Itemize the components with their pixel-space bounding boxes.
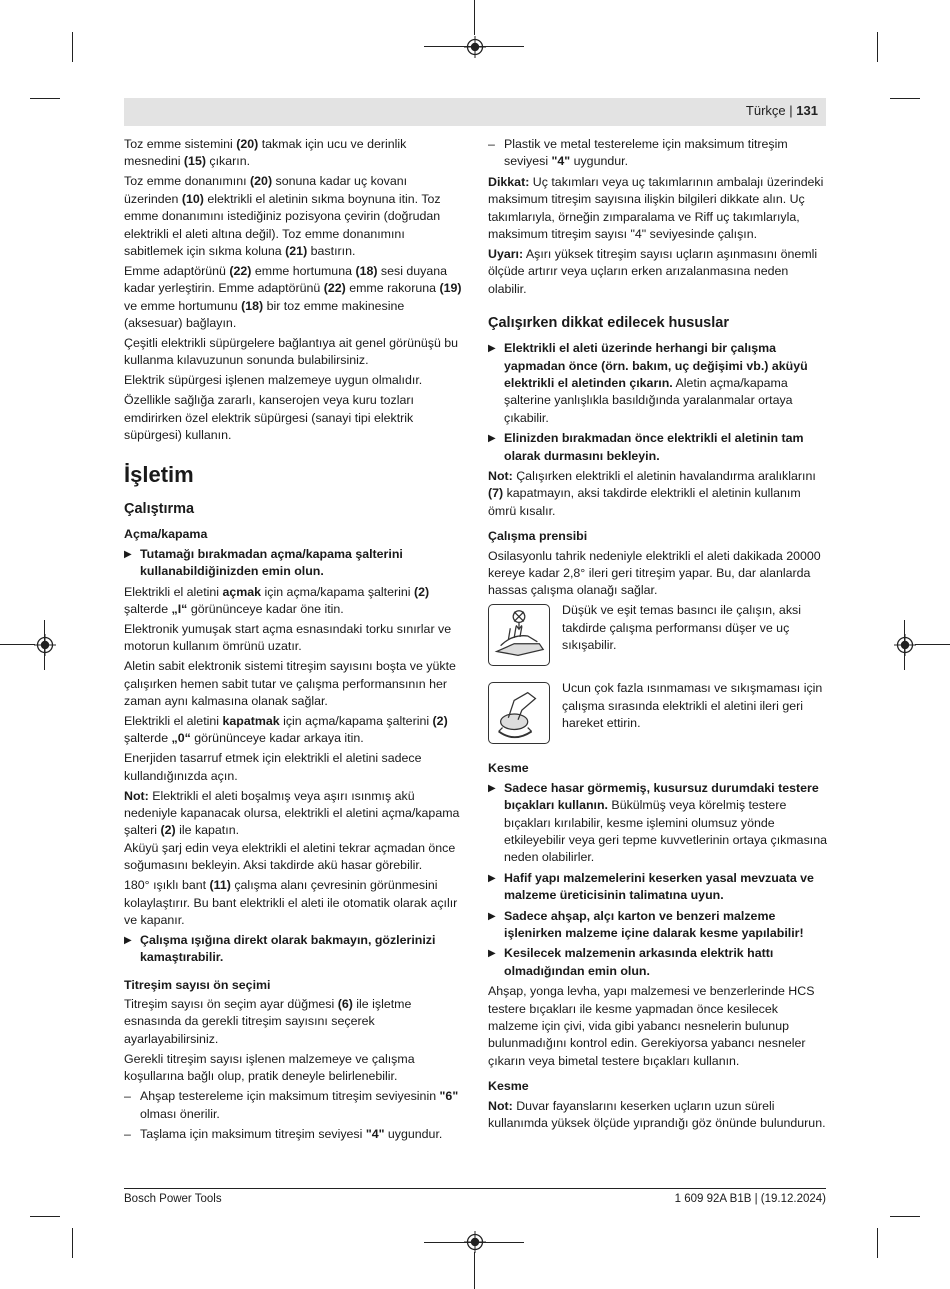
bold-text: Tutamağı bırakmadan açma/kapama şalterini kullanabildiğinizden emin olun. [140,546,403,579]
dash-text [140,1127,442,1141]
text: emme rakoruna [345,281,440,296]
bullet-text [504,431,804,462]
text: Ucun çok fazla ısınmaması ve sıkışmaması için çalışma sırasında elektrikli el aletini ileri geri hareket ettirin. [562,681,823,731]
bold-text: (18) [355,263,378,278]
crop-mark-icon [0,644,35,645]
bullet-icon: ▶ [488,343,496,355]
text: Aşırı yüksek titreşim sayısı uçların aşınmasını önemli ölçüde artırır veya uçların erken arızalanmasına neden olabilir. [488,246,818,296]
paragraph [124,621,462,656]
dash-text [140,1089,458,1120]
text: sonuna kadar uç kovanı üzerinden [124,174,408,206]
light-pressure-icon [488,604,550,666]
bold-text: "4" [365,1126,385,1141]
crop-mark-icon [72,32,73,62]
crop-mark-icon [890,98,920,99]
subheading: Açma/kapama [124,527,208,542]
paragraph [124,372,462,389]
safety-bullet [488,945,828,980]
text: uygundur. [384,1126,443,1141]
dash-item [124,1088,462,1123]
paragraph [124,263,462,333]
bold-text: (15) [183,154,206,169]
bold-text: Sadece hasar görmemiş, kusursuz durumdaki testere bıçakları kullanın. [504,780,819,813]
dash-icon: – [124,1089,131,1104]
text: bastırın. [307,243,356,258]
text: Taşlama için maksimum titreşim seviyesi [140,1126,366,1141]
paragraph [124,335,462,370]
subheading: Kesme [488,1079,529,1094]
paragraph [488,1098,828,1133]
text: Çalışırken elektrikli el aletinin havalandırma aralıklarını [512,469,816,483]
bold-text: Not: [488,1098,513,1113]
text: Titreşim sayısı ön seçim ayar düğmesi [124,997,338,1012]
crop-mark-icon [30,1216,60,1217]
bullet-icon: ▶ [488,910,496,922]
bold-text: (22) [323,281,346,296]
bullet-text [504,909,804,940]
text: Uç takımları veya uç takımlarının ambalajı üzerindeki maksimum titreşim sayısına ilişkin bilgileri dikkate alın. Uç takımlarıyla, örneğin zımparalama ve Riff uç takımlarıyla, maksimum titreşim sayısı "4" seviyesinde çalışın. [488,174,824,242]
bold-text: Not: [124,788,149,803]
bullet-icon: ▶ [488,782,496,794]
text: Aletin açma/kapama şalterine yanlışlıkla basıldığında yaralanmalar ortaya çıkabilir. [504,375,793,425]
bold-text: Kesilecek malzemenin arkasında elektrik hattı olmadığından emin olun. [504,946,774,978]
dash-item [488,136,828,171]
paragraph [124,877,462,929]
subheading: Kesme [488,761,529,776]
paragraph [124,173,462,260]
crop-mark-icon [915,644,950,645]
page-number: 131 [796,103,818,118]
bold-text: "4" [551,154,571,169]
safety-bullet [488,340,828,427]
text: Emme adaptörünü [124,263,230,278]
footer-doc-id: 1 609 92A B1B | (19.12.2024) [674,1193,826,1205]
text: ve emme hortumunu [124,298,242,313]
crop-mark-icon [877,1228,878,1258]
text: Enerjiden tasarruf etmek için elektrikli el aletini sadece kullandığınızda açın. [124,751,422,783]
bold-text: (19) [439,281,462,296]
move-back-and-forth-icon [488,682,550,744]
bold-text: (6) [337,997,353,1012]
bold-text: (2) [432,713,448,728]
subsection-heading: Çalışırken dikkat edilecek hususlar [488,315,729,332]
bold-text: Hafif yapı malzemelerini keserken yasal mevzuata ve malzeme üreticisinin talimatına uyun. [504,870,814,903]
bold-text: (18) [241,298,264,313]
bold-text: Uyarı: [488,246,524,261]
text: bir toz emme makinesine (aksesuar) bağlayın. [124,298,405,331]
text: ile kapatın. [175,823,240,838]
bold-text: Elektrikli el aleti üzerinde herhangi bir çalışma yapmadan önce (örn. bakım, uç değişimi vb.) aküyü elektrikli el aletinden çıkarın. [504,341,808,390]
bold-text: (2) [160,823,176,838]
text: şalterde [124,731,172,746]
paragraph [124,1051,462,1086]
registration-mark-icon [464,36,486,58]
bullet-text [140,933,435,964]
paragraph [488,983,828,1070]
header-page-label [746,103,818,118]
bullet-icon: ▶ [124,934,132,946]
header-separator: | [789,103,793,118]
text: Elektrik süpürgesi işlenen malzemeye uygun olmalıdır. [124,373,423,388]
bold-text: "6" [439,1089,459,1104]
text: olması önerilir. [140,1106,220,1121]
paragraph [488,468,828,520]
dash-icon: – [488,137,495,151]
bold-text: „I“ [171,602,188,617]
text: uygundur. [570,154,629,169]
paragraph [124,584,462,619]
text: için açma/kapama şalterini [279,713,433,728]
bold-text: (20) [236,137,259,151]
text: Ahşap, yonga levha, yapı malzemesi ve benzerlerinde HCS testere bıçakları ile kesme yapmadan önce kesilecek malzeme için çivi, vida gibi yabancı nesnelerin bulunup bulunmadığını kontrol edin. Gerekiyorsa yabancı nesneler çıkarın veya bimetal testere bıçakları kullanın. [488,984,815,1068]
crop-mark-icon [30,98,60,99]
paragraph [124,788,462,840]
registration-mark-icon [464,1231,486,1253]
registration-mark-icon [34,634,56,656]
text: görününceye kadar öne itin. [187,602,344,617]
bold-text: (21) [285,243,308,258]
paragraph [124,658,462,710]
crop-mark-icon [72,1228,73,1258]
figure-move-back-forth [488,680,828,750]
subheading: Çalışma prensibi [488,529,588,544]
safety-bullet [488,430,828,465]
text: Düşük ve eşit temas basıncı ile çalışın, aksi takdirde çalışma performansı düşer ve uç sıkışabilir. [562,603,801,653]
text: şalterde [124,602,172,617]
bold-text: Elinizden bırakmadan önce elektrikli el aletinin tam olarak durmasını bekleyin. [504,431,804,463]
dash-text [504,137,788,168]
text: emme hortumuna [251,263,356,278]
bullet-icon: ▶ [488,872,496,884]
text: takmak için ucu ve derinlik mesnedini [124,137,407,169]
paragraph [488,548,828,600]
paragraph [124,392,462,444]
bold-text: Çalışma ışığına direkt olarak bakmayın, gözlerinizi kamaştırabilir. [140,932,436,965]
figure-light-pressure [488,602,828,672]
crop-mark-icon [877,32,878,62]
text: Bükülmüş veya körelmiş testere bıçakları kırılabilir, kesme işlemini olumsuz yönde etkileyebilir veya geri tepme kuvvetlerinin ortaya çıkmasına neden olabilirler. [504,798,827,865]
bullet-text [504,781,827,865]
bold-text: (20) [250,174,273,189]
page-header [124,98,826,126]
text: görününceye kadar arkaya itin. [190,731,364,746]
bullet-text [140,547,403,578]
bold-text: Not: [488,469,513,483]
text: 180° ışıklı bant [124,878,210,893]
bullet-icon: ▶ [124,548,132,560]
bullet-text [504,341,808,425]
paragraph [124,996,462,1048]
text: çıkarın. [205,154,251,169]
subsection-heading: Çalıştırma [124,501,195,518]
section-heading: İşletim [124,462,194,488]
paragraph [124,713,462,748]
crop-mark-icon [890,1216,920,1217]
page-footer [124,1188,826,1205]
safety-bullet [124,932,462,967]
bullet-text [504,871,814,902]
bullet-icon: ▶ [488,948,496,960]
safety-bullet [488,870,828,905]
text: Elektrikli el aletini [124,584,223,599]
paragraph [488,246,828,298]
safety-bullet [124,546,462,581]
bold-text: Sadece ahşap, alçı karton ve benzeri malzeme işlenirken malzeme içine dalarak kesme yapılabilir! [504,908,804,940]
registration-mark-icon [894,634,916,656]
text: Çeşitli elektrikli süpürgelere bağlantıya ait genel görünüşü bu kullanma kılavuzunun sonunda bulabilirsiniz. [124,335,459,368]
text: elektrikli el aletinin sıkma boynuna itin. Toz emme donanımını istediğiniz pozisyona çevirin (doğrudan elektrikli el aleti altına değil). Toz emme donanımını sabitlemek için sıkma koluna [124,191,441,258]
header-language: Türkçe [745,103,786,118]
dash-item [124,1126,462,1143]
subheading: Titreşim sayısı ön seçimi [124,977,271,992]
safety-bullet [488,780,828,867]
text: Toz emme donanımını [124,174,251,189]
bold-text: Dikkat: [488,174,530,189]
text: Elektrikli el aleti boşalmış veya aşırı ısınmış akü nedeniyle kapanacak olursa, elektrikli el aletini açma/kapama şalteri [124,788,460,838]
bold-text: kapatmak [222,713,280,728]
bold-text: (22) [229,263,252,278]
bold-text: „0“ [171,731,191,746]
left-column [124,136,462,1146]
text: Plastik ve metal testereleme için maksimum titreşim seviyesi [504,137,788,169]
bold-text: (10) [181,191,204,206]
bold-text: açmak [222,584,262,599]
text: Elektrikli el aletini [124,713,223,728]
text: Özellikle sağlığa zararlı, kanserojen veya kuru tozları emdirirken özel elektrik süpürgesi (sanayi tipi elektrik süpürgesi) kullanın. [124,393,414,442]
crop-mark-icon [474,0,475,35]
text: sesi duyana kadar yerleştirin. Emme adaptörünü [124,263,448,296]
safety-bullet [488,908,828,943]
text: Toz emme sistemini [124,137,237,151]
text: Ahşap testereleme için maksimum titreşim seviyesinin [140,1089,440,1104]
bullet-icon: ▶ [488,433,496,445]
text: Gerekli titreşim sayısı işlenen malzemeye ve çalışma koşullarına bağlı olup, pratik deneyle belirlenebilir. [124,1051,415,1084]
paragraph [124,750,462,785]
bold-text: (7) [488,486,504,501]
text: Duvar fayanslarını keserken uçların uzun süreli kullanımda yüksek ölçüde yıprandığı göz önünde bulundurun. [488,1098,826,1131]
footer-publisher: Bosch Power Tools [124,1193,222,1205]
paragraph [124,840,462,875]
text: Osilasyonlu tahrik nedeniyle elektrikli el aleti dakikada 20000 kereye kadar 2,8° ileri geri titreşim yapar. Bu, dar alanlarda hassas çalışma olanağı sağlar. [488,548,821,598]
dash-icon: – [124,1126,131,1141]
bold-text: (2) [413,584,430,599]
text: ile işletme esnasında da gerekli titreşim sayısını seçerek ayarlayabilirsiniz. [124,997,412,1046]
text: kapatmayın, aksi takdirde elektrikli el aletinin kullanım ömrü kısalır. [488,486,801,518]
text: Aküyü şarj edin veya elektrikli el aletini tekrar açmadan önce soğumasını bekleyin. Aksi takdirde akü hasar görebilir. [124,840,456,873]
paragraph [488,174,828,244]
text: Aletin sabit elektronik sistemi titreşim sayısını boşta ve yükte çalışırken hemen sabit tutar ve çalışma performansının her zaman aynı kalmasına olanak sağlar. [124,659,456,709]
text: Elektronik yumuşak start açma esnasındaki torku sınırlar ve motorun kullanım ömrünü uzatır. [124,621,452,654]
right-column [488,136,828,1135]
crop-mark-icon [474,1252,475,1289]
bullet-text [504,946,773,977]
text: çalışma alanı çevresinin görünmesini kolaylaştırır. Bu bant elektrikli el aleti ile otomatik olarak açılır ve kapanır. [124,878,458,927]
text: için açma/kapama şalterini [261,584,414,599]
bold-text: (11) [209,878,231,893]
paragraph [124,136,462,171]
